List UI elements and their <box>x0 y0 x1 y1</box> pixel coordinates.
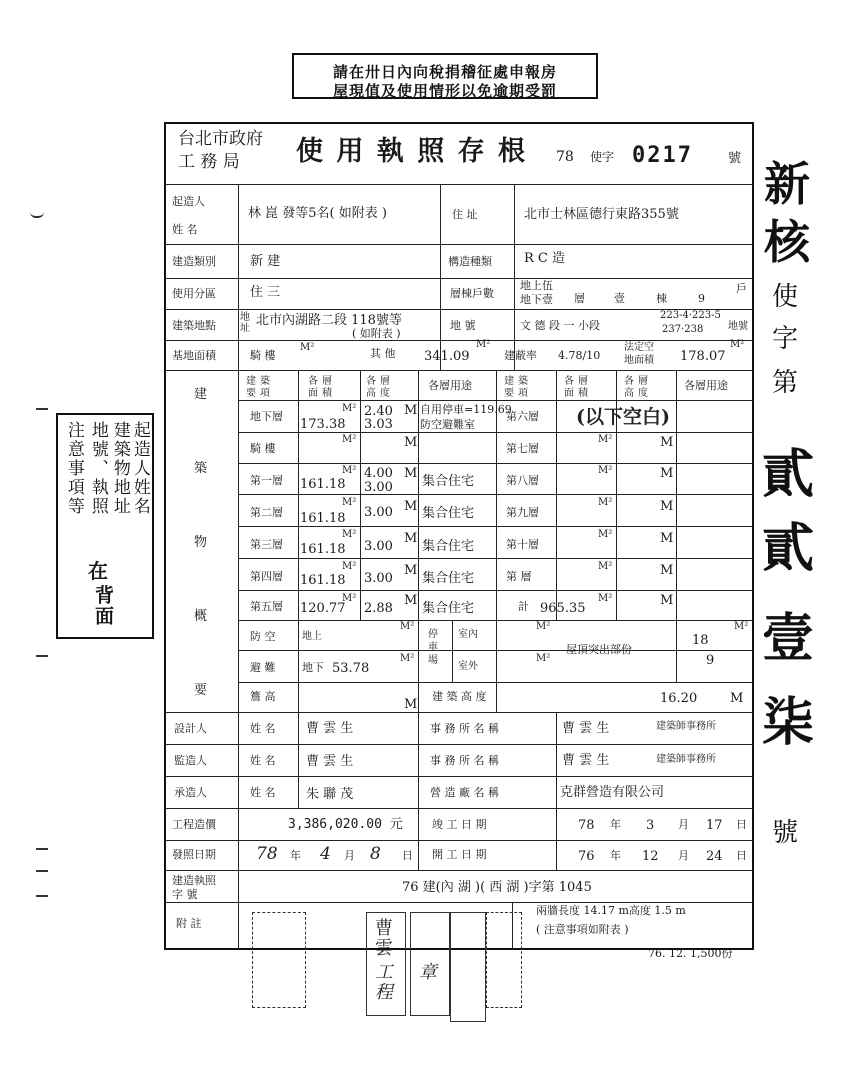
m2-unit: M² <box>342 593 357 604</box>
site-note: ( 如附表 ) <box>352 327 401 340</box>
m-unit: M <box>660 435 674 450</box>
floor-use: 集合住宅 <box>422 474 475 489</box>
name-label: 姓 名 <box>250 754 276 767</box>
structure-label: 構造種類 <box>448 255 492 268</box>
floor-use: 集合住宅 <box>422 506 475 521</box>
lot-numbers-2: 237·238 <box>662 324 704 335</box>
coverage-value: 4.78/10 <box>558 349 601 362</box>
m-unit: M <box>660 499 674 514</box>
floor-label-right: 第七層 <box>506 442 539 455</box>
roof-value: 18 <box>692 633 709 648</box>
seal-frame <box>450 912 486 1022</box>
margin-stamp-char: 使 <box>772 282 799 312</box>
remarks-wall: 兩牆長度 14.17 m高度 1.5 m <box>536 904 686 917</box>
bldg-side-label: 築 <box>194 461 208 476</box>
floor-label-right: 第十層 <box>506 538 539 551</box>
floor-label: 第二層 <box>250 506 283 519</box>
margin-mark <box>36 870 48 872</box>
year-char: 年 <box>290 849 301 862</box>
m2-unit: M² <box>598 497 613 508</box>
m2-unit: M² <box>598 561 613 572</box>
site-label: 建築地點 <box>172 319 216 332</box>
builder-label: 起造人 <box>172 195 205 208</box>
lot-value: 文 德 段 一 小段 <box>520 319 600 332</box>
type-value: 新 建 <box>250 254 281 269</box>
start-label: 開 工 日 期 <box>432 848 487 861</box>
issue-label: 發照日期 <box>172 848 216 861</box>
margin-mark <box>36 408 48 410</box>
year-char: 年 <box>610 849 621 862</box>
start-year: 76 <box>578 849 595 864</box>
other-value: 341.09 <box>424 349 470 364</box>
m-unit: M <box>660 531 674 546</box>
bldg-side-label: 概 <box>194 609 208 624</box>
lot-numbers: 223-4·223-5 <box>660 310 721 321</box>
defense-label-2: 避 難 <box>250 661 276 674</box>
bldg-height-label: 建 築 高 度 <box>432 690 487 703</box>
defense-above: 地上 <box>302 631 322 642</box>
total-value: 965.35 <box>540 601 586 616</box>
floor-area: 161.18 <box>300 542 346 557</box>
complete-label: 竣 工 日 期 <box>432 818 487 831</box>
m2-unit: M² <box>400 653 415 664</box>
cost-value: 3,386,020.00 元 <box>288 817 403 832</box>
lot-label: 地 號 <box>450 319 476 332</box>
floors-label: 層棟戶數 <box>450 287 494 300</box>
year-char: 年 <box>610 818 621 831</box>
margin-stamp-char: 貳 <box>762 444 815 505</box>
supervisor-label: 監造人 <box>174 754 207 767</box>
m2-unit: M² <box>598 465 613 476</box>
legal-open-label-1: 法定空 <box>624 342 654 353</box>
form-title: 使 用 執 照 存 根 <box>296 136 527 167</box>
m2-unit: M² <box>342 403 357 414</box>
m2-unit: M² <box>342 434 357 445</box>
margin-stamp-char: 第 <box>772 368 799 398</box>
annex-unit: M² <box>300 342 315 353</box>
org-name: 台北市政府 <box>178 129 263 149</box>
bldg-side-label: 要 <box>194 683 208 698</box>
margin-mark <box>36 655 48 657</box>
notice-line-2: 屋現值及使用情形以免逾期受罰 <box>332 82 557 100</box>
col-header-area-right: 各層面積 <box>564 376 592 399</box>
permit-value: 76 建(內 湖 )( 西 湖 )字第 1045 <box>402 880 592 895</box>
supervisor-office: 曹 雲 生 <box>562 753 610 768</box>
floor-height: 2.40 <box>364 404 393 419</box>
floor-label: 第三層 <box>250 538 283 551</box>
print-info: 76. 12. 1,500份 <box>648 947 733 960</box>
floors-hu: 戶 <box>736 282 747 295</box>
m2-unit: M² <box>734 621 749 632</box>
side-notice-box <box>56 413 154 639</box>
parking-indoor: 室內 <box>458 629 478 640</box>
office-label: 事 務 所 名 稱 <box>430 754 499 767</box>
m-unit: M <box>404 403 418 418</box>
coverage-label: 建蔽率 <box>504 349 537 362</box>
floor-label: 騎 樓 <box>250 442 276 455</box>
floors-ceng: 層 <box>574 292 585 305</box>
notice-box <box>292 53 598 99</box>
defense-below: 地下 <box>302 661 324 674</box>
m-unit: M <box>404 499 418 514</box>
m-unit: M <box>404 531 418 546</box>
floor-area: 173.38 <box>300 417 346 432</box>
site-addr-label: 地址 <box>240 312 250 334</box>
lot-suffix: 地號 <box>728 321 748 332</box>
other-unit: M² <box>476 339 491 350</box>
m-unit: M <box>404 697 418 712</box>
supervisor-office-suffix: 建築師事務所 <box>656 754 716 765</box>
floor-use: 集合住宅 <box>422 601 475 616</box>
day-char: 日 <box>736 849 747 862</box>
address-value: 北市士林區德行東路355號 <box>524 207 679 222</box>
permit-number: 0217 <box>632 143 693 168</box>
floor-area: 161.18 <box>300 477 346 492</box>
floors-above: 地上伍 <box>520 279 553 292</box>
m2-unit: M² <box>342 561 357 572</box>
m2-unit: M² <box>342 465 357 476</box>
floor-height: 4.00 <box>364 466 393 481</box>
col-header-area: 各層面積 <box>308 376 336 399</box>
m2-unit: M² <box>598 593 613 604</box>
address-label: 住 址 <box>452 208 478 221</box>
permit-word: 使字 <box>590 150 615 164</box>
side-notice-col-3: 地號、執照 <box>87 421 108 516</box>
seal-text: 章 <box>415 962 437 982</box>
m-unit: M <box>404 435 418 450</box>
floor-label-right: 第 層 <box>506 570 532 583</box>
m2-unit: M² <box>342 529 357 540</box>
floor-use: 集合住宅 <box>422 571 475 586</box>
remarks-note: ( 注意事項如附表 ) <box>536 923 629 936</box>
designer-office-suffix: 建築師事務所 <box>656 721 716 732</box>
floor-area: 120.77 <box>300 601 346 616</box>
office-label: 事 務 所 名 稱 <box>430 722 499 735</box>
side-notice-zai: 在 <box>88 559 108 583</box>
zone-label: 使用分區 <box>172 287 216 300</box>
permit-label-2: 字 號 <box>172 888 198 901</box>
m-unit: M <box>404 563 418 578</box>
legal-open-value: 178.07 <box>680 349 726 364</box>
month-char: 月 <box>344 849 355 862</box>
floor-use-2: 防空避難室 <box>420 418 475 431</box>
col-header-height: 各層高度 <box>366 376 394 399</box>
complete-month: 3 <box>646 818 655 833</box>
roof-value-2: 9 <box>706 653 715 668</box>
floor-label: 地下層 <box>250 410 283 423</box>
eave-label: 簷 高 <box>250 690 276 703</box>
floor-area: 161.18 <box>300 573 346 588</box>
floor-label-right: 計 <box>518 600 529 613</box>
roof-label: 屋頂突出部份 <box>566 643 632 656</box>
side-notice-back: 背面 <box>91 585 114 627</box>
floor-label-right: 第六層 <box>506 410 539 423</box>
month-char: 月 <box>678 849 689 862</box>
blank-below-stamp: (以下空白) <box>576 406 670 428</box>
floor-height: 2.88 <box>364 601 393 616</box>
m-unit: M <box>404 593 418 608</box>
m-unit: M <box>404 466 418 481</box>
m-unit: M <box>660 593 674 608</box>
col-header-item: 建築要項 <box>246 376 274 399</box>
complete-day: 17 <box>706 818 723 833</box>
site-value: 北市內湖路二段 118號等 <box>256 313 402 328</box>
annex-label: 騎 樓 <box>250 349 276 362</box>
floors-below: 地下壹 <box>520 293 553 306</box>
col-header-use: 各層用途 <box>428 379 472 392</box>
floors-hu-num: 9 <box>698 292 705 305</box>
builder-value: 林 崑 發等5名( 如附表 ) <box>248 206 387 221</box>
structure-value: R C 造 <box>524 251 565 266</box>
floor-label-right: 第八層 <box>506 474 539 487</box>
col-header-use-right: 各層用途 <box>684 379 728 392</box>
margin-stamp-char: 貳 <box>762 518 815 579</box>
cost-label: 工程造價 <box>172 818 216 831</box>
firm-label: 營 造 廠 名 稱 <box>430 786 499 799</box>
defense-label: 防 空 <box>250 630 276 643</box>
m2-unit: M² <box>536 621 551 632</box>
margin-stamp-char: 壹 <box>762 608 815 669</box>
permit-hao: 號 <box>728 151 742 166</box>
side-notice-col-4: 注意事項等 <box>63 421 84 516</box>
col-header-height-right: 各層高度 <box>624 376 652 399</box>
m-unit: M <box>660 466 674 481</box>
seal-frame <box>486 912 522 1008</box>
bldg-side-label: 建 <box>194 387 208 402</box>
seal-text: 工程 <box>371 962 393 1002</box>
margin-stamp-char: 字 <box>772 324 799 354</box>
other-label: 其 他 <box>370 347 396 360</box>
designer-label: 設計人 <box>174 722 207 735</box>
margin-stamp-char: 新 <box>764 157 810 211</box>
supervisor-name: 曹 雲 生 <box>306 754 354 769</box>
contractor-firm: 克群營造有限公司 <box>560 785 665 800</box>
day-char: 日 <box>402 849 413 862</box>
month-char: 月 <box>678 818 689 831</box>
defense-below-value: 53.78 <box>332 661 370 676</box>
floors-dong: 棟 <box>656 292 667 305</box>
m2-unit: M² <box>342 497 357 508</box>
org-dept: 工 務 局 <box>178 152 240 172</box>
parking-label: 停車場 <box>428 629 438 666</box>
seal-frame <box>252 912 306 1008</box>
col-header-item-right: 建築要項 <box>504 376 532 399</box>
floors-dong-num: 壹 <box>614 292 625 305</box>
day-char: 日 <box>736 818 747 831</box>
margin-stamp-char: 核 <box>764 215 810 269</box>
base-area-label: 基地面積 <box>172 349 216 362</box>
notice-line-1: 請在卅日內向稅捐稽征處申報房 <box>332 63 557 81</box>
floor-use: 自用停車=119.69 <box>420 403 512 416</box>
bldg-side-label: 物 <box>194 535 208 550</box>
margin-mark <box>36 848 48 850</box>
name-label: 姓 名 <box>250 722 276 735</box>
issue-day: 8 <box>370 844 381 864</box>
floor-use: 集合住宅 <box>422 539 475 554</box>
floor-height-2: 3.03 <box>364 417 393 432</box>
floor-label: 第四層 <box>250 570 283 583</box>
margin-mark <box>36 895 48 897</box>
seal-text: 曹雲 <box>371 918 393 958</box>
permit-year: 78 <box>556 149 574 165</box>
start-day: 24 <box>706 849 723 864</box>
issue-month: 4 <box>320 844 331 864</box>
side-notice-col-1: 起造人姓名 <box>129 421 150 516</box>
margin-stamp-char: 號 <box>772 818 799 848</box>
floor-label: 第五層 <box>250 600 283 613</box>
floor-label: 第一層 <box>250 474 283 487</box>
legal-open-label-2: 地面積 <box>624 355 654 366</box>
issue-year: 78 <box>256 844 278 864</box>
complete-year: 78 <box>578 818 595 833</box>
floor-height: 3.00 <box>364 571 393 586</box>
parking-outdoor: 室外 <box>458 661 478 672</box>
margin-mark <box>30 212 44 218</box>
contractor-label: 承造人 <box>174 786 207 799</box>
floor-height-2: 3.00 <box>364 480 393 495</box>
legal-open-unit: M² <box>730 339 745 350</box>
floor-height: 3.00 <box>364 505 393 520</box>
type-label: 建造類別 <box>172 255 216 268</box>
m-unit: M <box>730 691 744 706</box>
margin-stamp-char: 柒 <box>762 692 815 753</box>
floor-height: 3.00 <box>364 539 393 554</box>
bldg-height-value: 16.20 <box>660 691 698 706</box>
floor-label-right: 第九層 <box>506 506 539 519</box>
designer-office: 曹 雲 生 <box>562 721 610 736</box>
m2-unit: M² <box>598 529 613 540</box>
designer-name: 曹 雲 生 <box>306 721 354 736</box>
side-notice-col-2: 建築物地址 <box>109 421 130 516</box>
m-unit: M <box>660 563 674 578</box>
contractor-name: 朱 聯 茂 <box>306 787 354 802</box>
remarks-label: 附 註 <box>176 917 202 930</box>
zone-value: 住 三 <box>250 285 281 300</box>
m2-unit: M² <box>536 653 551 664</box>
name-label: 姓 名 <box>250 786 276 799</box>
permit-label-1: 建造執照 <box>172 874 216 887</box>
floor-area: 161.18 <box>300 511 346 526</box>
m2-unit: M² <box>400 621 415 632</box>
m2-unit: M² <box>598 434 613 445</box>
start-month: 12 <box>642 849 659 864</box>
builder-label-2: 姓 名 <box>172 223 198 236</box>
